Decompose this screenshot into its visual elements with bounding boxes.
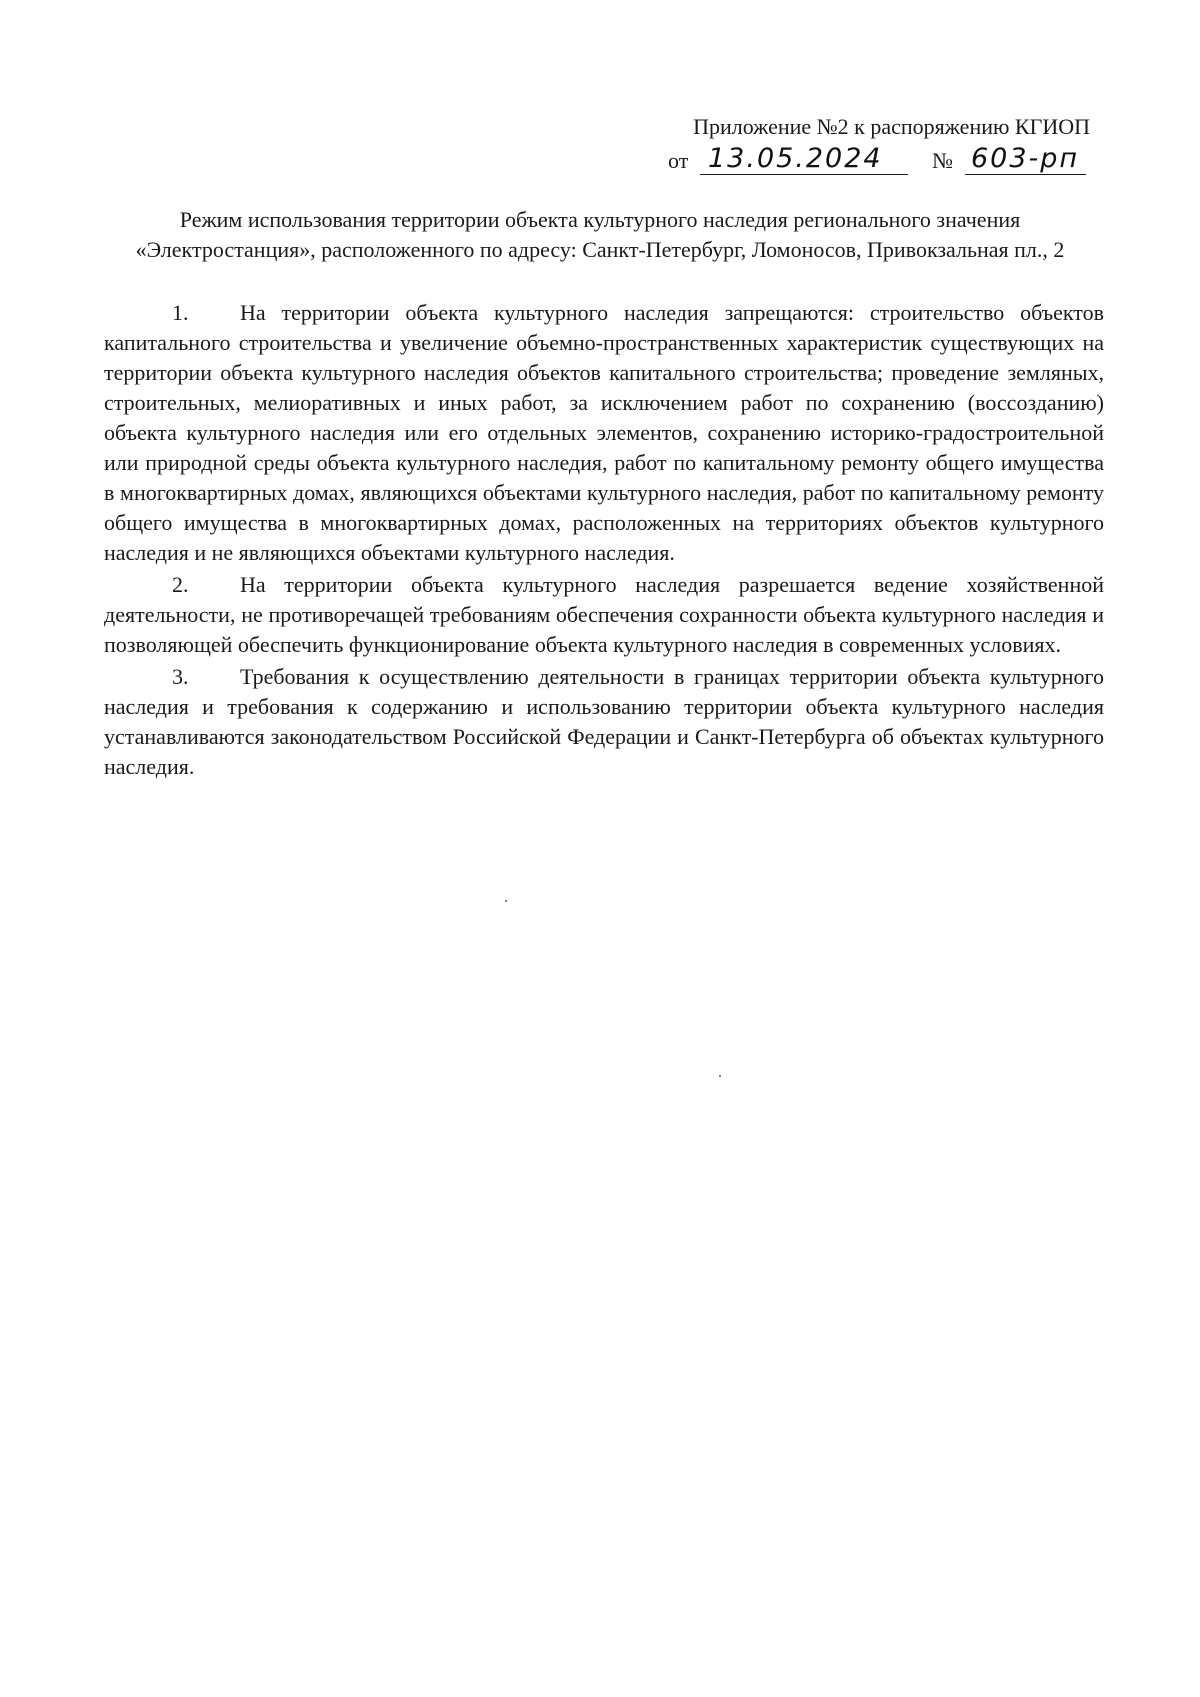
number-prefix-label: № <box>932 148 953 173</box>
handwritten-order-number: 603-рп <box>965 144 1086 175</box>
handwritten-date: 13.05.2024 <box>700 144 908 175</box>
paragraph-text: Требования к осуществлению деятельности в границах территории объекта культурного наследия и требования к содержанию и использованию территории объекта культурного наследия устанавливаются законодательством Российской Федерации и Санкт-Петербурга об объектах культурного наследия. <box>104 664 1104 779</box>
date-prefix-label: от <box>668 148 689 173</box>
appendix-reference: Приложение №2 к распоряжению КГИОП <box>693 114 1090 139</box>
paragraph-text: На территории объекта культурного наследия запрещаются: строительство объектов капитального строительства и увеличение объемно-пространственных характеристик существующих на территории объекта культурного наследия объектов капитального строительства; проведение земляных, строительных, мелиоративных и иных работ, за исключением работ по сохранению (воссозданию) объекта культурного наследия или его отдельных элементов, сохранению историко-градостроительной или природной среды объекта культурного наследия, работ по капитальному ремонту общего имущества в многоквартирных домах, являющихся объектами культурного наследия, работ по капитальному ремонту общего имущества в многоквартирных домах, расположенных на территориях объектов культурного наследия и не являющихся объектами культурного наследия. <box>104 300 1104 565</box>
order-date-number-line <box>620 144 1090 178</box>
paragraph-text: На территории объекта культурного наследия разрешается ведение хозяйственной деятельности, не противоречащей требованиям обеспечения сохранности объекта культурного наследия и позволяющей обеспечить функционирование объекта культурного наследия в современных условиях. <box>104 572 1104 657</box>
document-header <box>620 112 1090 178</box>
paragraph-number: 1. <box>172 300 189 325</box>
document-body <box>104 298 1104 784</box>
scan-speck <box>719 1075 721 1077</box>
paragraph-number: 2. <box>172 572 189 597</box>
paragraph-3 <box>104 662 1104 782</box>
paragraph-2 <box>104 570 1104 660</box>
scan-speck <box>505 900 507 902</box>
paragraph-number: 3. <box>172 664 189 689</box>
document-title: Режим использования территории объекта культурного наследия регионального значения «Электростанция», расположенного по адресу: Санкт-Петербург, Ломоносов, Привокзальная пл., 2 <box>135 207 1065 262</box>
paragraph-1 <box>104 298 1104 568</box>
